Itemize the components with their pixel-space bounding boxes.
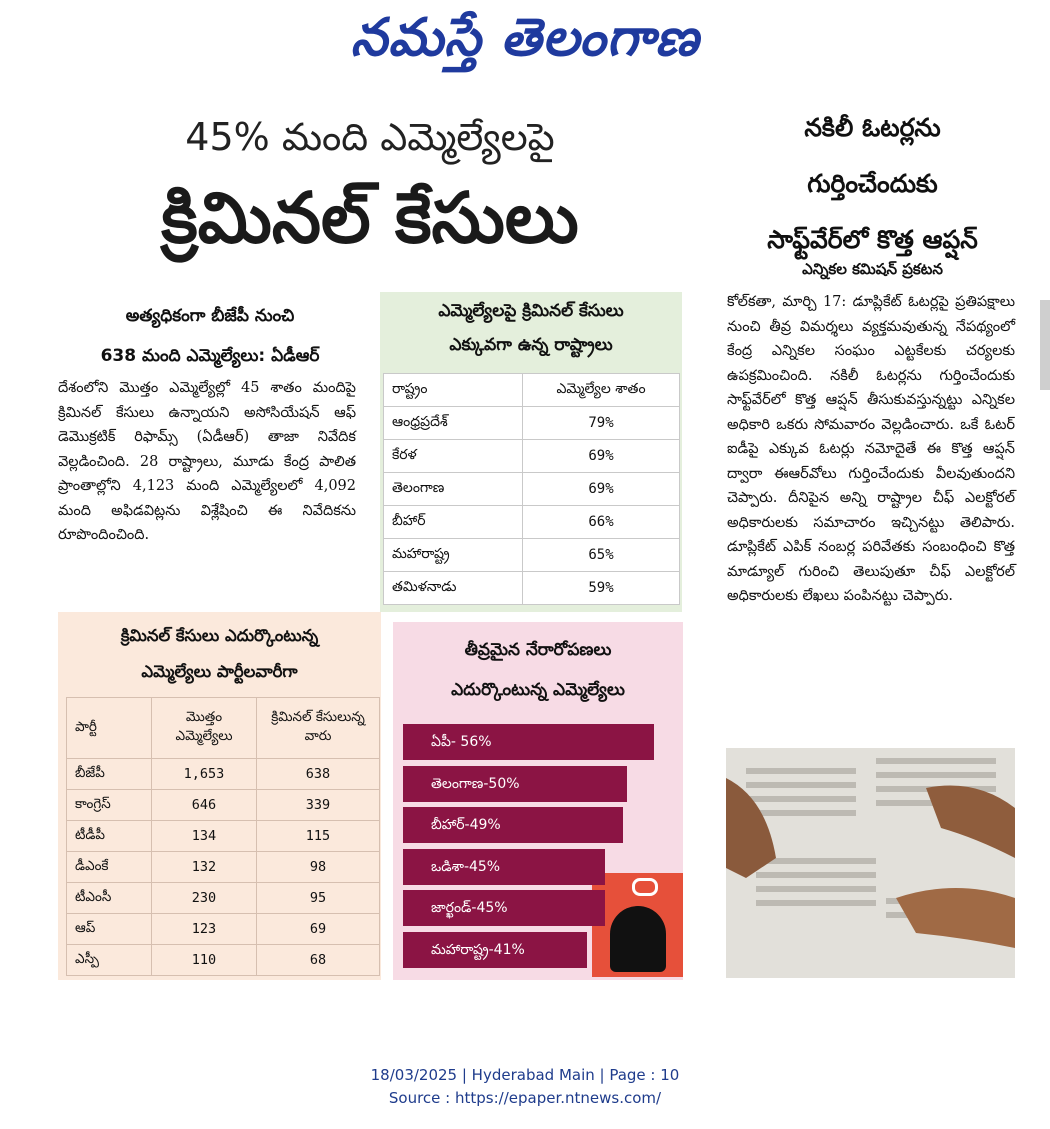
party-table [66,697,380,976]
serious-charges-title [393,630,683,710]
table-row [384,440,680,473]
state-percent: 79% [523,407,680,440]
criminal-cases: 115 [257,821,380,852]
total-mlas: 646 [152,790,257,821]
page-edge-marker [1040,300,1050,390]
serious-title-line-2: ఎదుర్కొంటున్న ఎమ్మెల్యేలు [451,680,625,700]
table-row [384,473,680,506]
headline-main: క్రిమినల్ కేసులు [161,177,579,259]
footer-source: Source : https://epaper.ntnews.com/ [388,1089,662,1107]
state-name: ఆంధ్రప్రదేశ్ [384,407,523,440]
serious-charges-bar: ఏపీ- 56% [403,724,654,760]
serious-charges-bar: జార్ఖండ్-45% [403,890,605,926]
table-row [67,790,380,821]
table-row [67,821,380,852]
states-table-title [380,294,682,362]
table-header-cell: రాష్ట్రం [384,374,523,407]
state-percent: 65% [523,539,680,572]
table-header-row [67,698,380,759]
total-mlas: 132 [152,852,257,883]
right-story-body: కోల్‌కతా, మార్చి 17: డూప్లికేట్ ఓటర్లపై ప్రతిపక్షాలు నుంచి తీవ్ర విమర్శలు వ్యక్తమవుతున్న నేపథ్యంలో కేంద్ర ఎన్నికల సంఘం ఎట్టకేలకు చర్యలకు ఉపక్రమించింది. నకిలీ ఓటర్లను గుర్తించేందుకు సాఫ్ట్‌వేర్‌లో కొత్త ఆప్షన్ తీసుకువస్తున్నట్టు ఎన్నికల అధికారి ఒకరు సోమవారం వెల్లడించారు. ఒకే ఓటర్ ఐడీపై ఎక్కువ ఓటర్లు నమోదైతే ఈ కొత్త ఆప్షన్ ద్వారా ఈఆర్‌వోలు గుర్తించేందుకు వీలవుతుందని చెప్పారు. దీనిపైన అన్ని రాష్ట్రాల చీఫ్ ఎలక్టోరల్ అధికారులకు సమాచారం ఇచ్చినట్టు తెలిపారు. డూప్లికేట్ ఎపిక్ నంబర్ల పరివేతకు సంబంధించి కొత్త మాడ్యూల్ గురించి తెలుపుతూ చీఫ్ ఎలక్టోరల్ అధికారులకు లేఖలు పంపినట్టు చెప్పారు. [727,294,1015,604]
deck [60,296,360,376]
party-name: టీఎంసీ [67,883,152,914]
state-name: తెలంగాణ [384,473,523,506]
states-title-line-2: ఎక్కువగా ఉన్న రాష్ట్రాలు [449,335,613,355]
party-name: డీఎంకే [67,852,152,883]
table-row [384,572,680,605]
right-title-line-2: గుర్తించేందుకు [807,169,938,198]
criminal-cases: 638 [257,759,380,790]
criminal-cases: 98 [257,852,380,883]
story-body: దేశంలోని మొత్తం ఎమ్మెల్యేల్లో 45 శాతం మందిపై క్రిమినల్ కేసులు ఉన్నాయని అసోసియేషన్ ఆఫ్ డెమొక్రటిక్ రిఫామ్స్ (ఏడీఆర్) తాజా నివేదిక వెల్లడించింది. 28 రాష్ట్రాలు, మూడు కేంద్ర పాలిత ప్రాంతాల్లోని 4,123 మంది ఎమ్మెల్యేలలో 4,092 మంది అఫిడవిట్లను విశ్లేషించి ఈ నివేదికను రూపొందించింది. [58,380,356,543]
table-row [67,945,380,976]
table-row [67,883,380,914]
right-story-deck: ఎన్నికల కమిషన్ ప్రకటన [802,260,943,278]
total-mlas: 230 [152,883,257,914]
right-story-title [715,100,1030,268]
state-percent: 59% [523,572,680,605]
states-table [383,373,680,605]
right-title-line-3: సాఫ్ట్‌వేర్‌లో కొత్త ఆప్షన్ [767,225,978,254]
state-name: తమిళనాడు [384,572,523,605]
table-row [67,914,380,945]
party-table-title [58,618,381,690]
table-header-cell: క్రిమినల్ కేసులున్న వారు [257,698,380,759]
party-name: కాంగ్రెస్ [67,790,152,821]
serious-charges-bar: మహారాష్ట్ర-41% [403,932,587,968]
state-percent: 69% [523,440,680,473]
party-title-line-1: క్రిమినల్ కేసులు ఎదుర్కొంటున్న [120,626,319,645]
party-name: బీజేపీ [67,759,152,790]
deck-line-2: 638 మంది ఎమ్మెల్యేలు: ఏడీఆర్ [100,346,320,366]
state-percent: 66% [523,506,680,539]
table-row [384,407,680,440]
total-mlas: 1,653 [152,759,257,790]
total-mlas: 134 [152,821,257,852]
criminal-cases: 68 [257,945,380,976]
footer-edition: 18/03/2025 | Hyderabad Main | Page : 10 [370,1066,680,1084]
serious-charges-bar: తెలంగాణ-50% [403,766,627,802]
party-name: టీడీపీ [67,821,152,852]
silhouette-icon [610,906,666,972]
table-header-cell: పార్టీ [67,698,152,759]
serious-charges-bar: బీహార్-49% [403,807,623,843]
table-row [67,852,380,883]
table-row [384,539,680,572]
handcuff-icon [632,878,658,896]
masthead-logo: నమస్తే తెలంగాణ [350,8,700,68]
state-name: మహారాష్ట్ర [384,539,523,572]
deck-line-1: అత్యధికంగా బీజేపీ నుంచి [125,306,295,326]
table-header-row [384,374,680,407]
party-name: ఆప్ [67,914,152,945]
headline-kicker: 45% మంది ఎమ్మెల్యేలపై [185,115,555,159]
state-name: కేరళ [384,440,523,473]
criminal-cases: 95 [257,883,380,914]
table-row [67,759,380,790]
state-name: బీహార్ [384,506,523,539]
right-title-line-1: నకిలీ ఓటర్లను [804,113,941,142]
total-mlas: 110 [152,945,257,976]
table-row [384,506,680,539]
table-header-cell: ఎమ్మెల్యేల శాతం [523,374,680,407]
party-name: ఎస్పీ [67,945,152,976]
table-header-cell: మొత్తం ఎమ్మెల్యేలు [152,698,257,759]
voter-list-photo [726,748,1015,978]
serious-charges-bar: ఒడిశా-45% [403,849,605,885]
criminal-cases: 339 [257,790,380,821]
total-mlas: 123 [152,914,257,945]
party-title-line-2: ఎమ్మెల్యేలు పార్టీలవారీగా [141,662,298,681]
photo-illustration [726,748,1015,978]
state-percent: 69% [523,473,680,506]
states-title-line-1: ఎమ్మెల్యేలపై క్రిమినల్ కేసులు [438,301,624,321]
criminal-cases: 69 [257,914,380,945]
serious-title-line-1: తీవ్రమైన నేరారోపణలు [464,640,612,660]
